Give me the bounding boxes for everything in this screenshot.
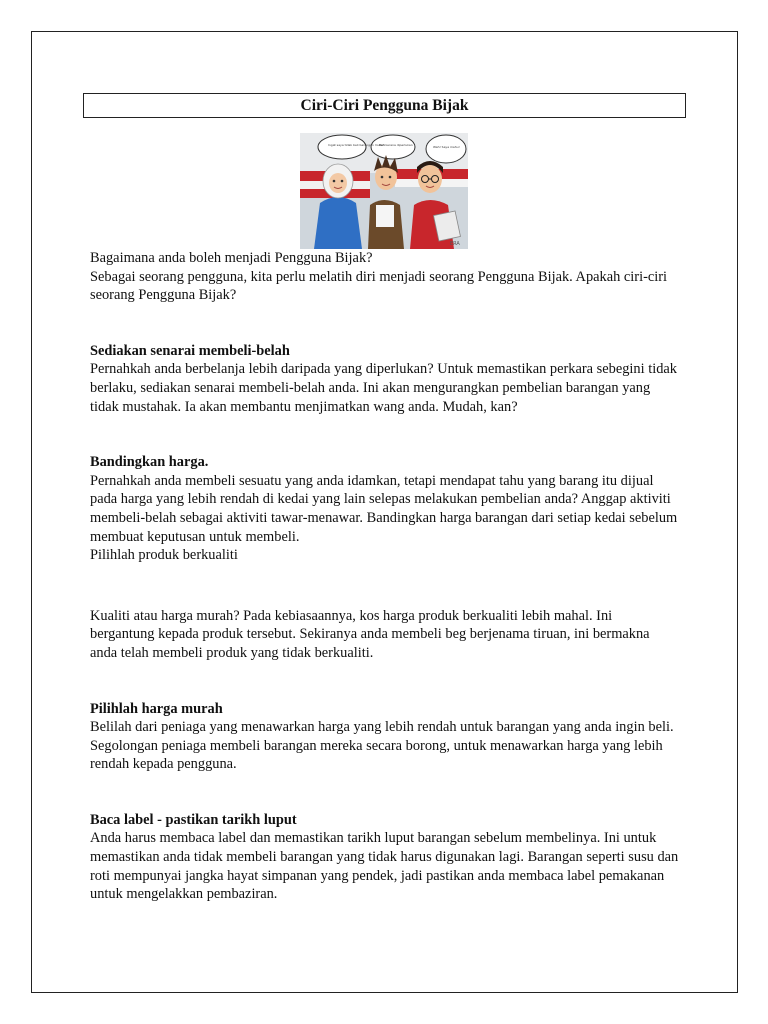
spacer (90, 305, 680, 342)
speech-bubble-1: Ingat saya tidak beli barangan murah (328, 143, 385, 147)
speech-bubble-3: Wah! Saya mahu! (433, 145, 460, 149)
spacer (90, 663, 680, 700)
section-body: Pernahkah anda membeli sesuatu yang anda idamkan, tetapi mendapat tahu yang barang itu dijual pada harga yang lebih rendah di kedai yang lain selepas melakukan pembelian anda? Anggap aktiviti membeli-belah sebagai aktiviti tawar-menawar. Bandingkan harga barangan dari setiap kedai sebelum membuat keputusan untuk membeli. (90, 472, 678, 545)
document-title-text: Ciri-Ciri Pengguna Bijak (300, 96, 469, 114)
section-body: Belilah dari peniaga yang menawarkan harga yang lebih rendah untuk barangan yang anda ingin beli. Segolongan peniaga membeli barangan mereka secara borong, untuk menawarkan harga yang lebih rendah kepada pengguna. (90, 719, 674, 773)
illustration-signature: ERA (450, 241, 460, 247)
section-trailing-line: Pilihlah produk berkualiti (90, 547, 238, 564)
section-heading: Baca label - pastikan tarikh luput (90, 811, 297, 828)
speech-bubble-2: Beli kerana diperlukan (379, 143, 413, 147)
section-body: Kualiti atau harga murah? Pada kebiasaannya, kos harga produk berkualiti lebih mahal. Ini bergantung kepada produk tersebut. Sekiranya anda membeli beg berjenama tiruan, ini bermakna anda telah membeli produk yang tidak berkualiti. (90, 607, 650, 661)
section-heading: Bandingkan harga. (90, 454, 209, 471)
section-body: Anda harus membaca label dan memastikan tarikh luput barangan sebelum membelinya. Ini untuk memastikan anda tidak membeli barangan yang tidak harus digunakan lagi. Barangan seperti susu dan roti mempunyai jangka hayat simpanan yang pendek, jadi pastikan anda membaca label pemakanan untuk mengelakkan pembaziran. (90, 830, 679, 903)
document-title (83, 93, 686, 118)
intro-body: Sebagai seorang pengguna, kita perlu melatih diri menjadi seorang Pengguna Bijak. Apakah ciri-ciri seorang Pengguna Bijak? (90, 268, 668, 304)
spacer (90, 565, 680, 607)
section-body: Pernahkah anda berbelanja lebih daripada yang diperlukan? Untuk memastikan perkara sebegini tidak berlaku, sediakan senarai membeli-belah anda. Ini akan mengurangkan pembelian barangan yang tidak mustahak. Ia akan membantu menjimatkan wang anda. Mudah, kan? (90, 361, 677, 415)
spacer (90, 774, 680, 811)
spacer (90, 416, 680, 453)
section-heading: Sediakan senarai membeli-belah (90, 342, 290, 359)
section-heading: Pilihlah harga murah (90, 700, 223, 717)
cartoon-illustration-icon (300, 133, 468, 249)
document-body (90, 249, 680, 904)
intro-question: Bagaimana anda boleh menjadi Pengguna Bijak? (90, 250, 373, 266)
